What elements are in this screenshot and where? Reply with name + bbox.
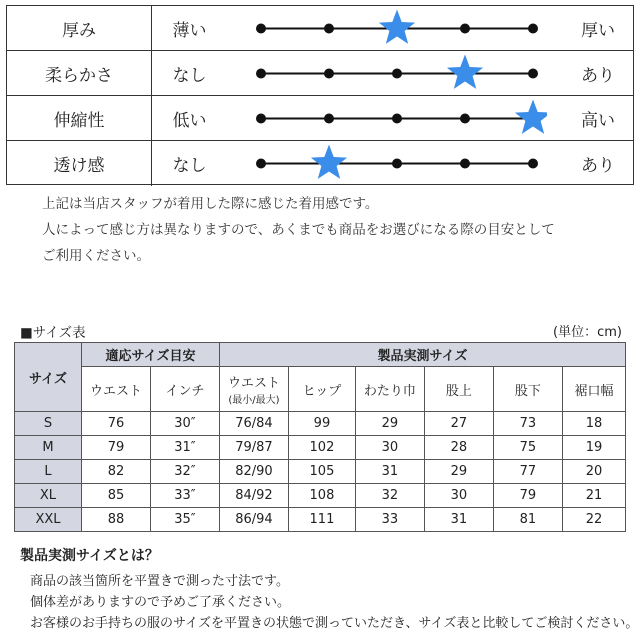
- scale-dot: [460, 159, 470, 169]
- feel-row-sheerness: [7, 141, 633, 186]
- feel-scale: [247, 96, 547, 140]
- scale-dot: [324, 69, 334, 79]
- col-header: ウエスト: [81, 367, 150, 412]
- cell: 79/87: [219, 436, 288, 460]
- measure-title: 製品実測サイズとは？: [20, 548, 159, 564]
- table-row: [15, 436, 626, 460]
- col-header: 股下: [493, 367, 562, 412]
- cell: 31″: [150, 436, 219, 460]
- col-header: 裾口幅: [562, 367, 625, 412]
- feel-right-label: あり: [581, 65, 615, 86]
- rating-star-icon: [515, 100, 547, 134]
- cell: 30″: [150, 412, 219, 436]
- size-label: XXL: [15, 508, 82, 532]
- feel-left-label: なし: [172, 65, 207, 86]
- cell: 27: [424, 412, 493, 436]
- table-row: [15, 460, 626, 484]
- col-header: ウエスト: [227, 376, 280, 391]
- cell: 22: [562, 508, 625, 532]
- header-group-measured: 製品実測サイズ: [219, 343, 625, 367]
- feel-left-label: なし: [172, 156, 207, 176]
- cell: 33: [355, 508, 424, 532]
- cell: 35″: [150, 508, 219, 532]
- cell: 30: [424, 484, 493, 508]
- table-row: [15, 484, 626, 508]
- unit-label: (単位：cm): [553, 325, 622, 340]
- cell: 29: [355, 412, 424, 436]
- cell: 99: [288, 412, 355, 436]
- size-table: [14, 342, 626, 532]
- feel-scale: [247, 51, 547, 95]
- scale-dot: [528, 69, 538, 79]
- cell: 102: [288, 436, 355, 460]
- cell: 33″: [150, 484, 219, 508]
- size-label: XL: [15, 484, 82, 508]
- cell: 77: [493, 460, 562, 484]
- scale-dot: [460, 24, 470, 34]
- note-line: 上記は当店スタッフが着用した際に感じた着用感です。: [42, 196, 379, 212]
- rating-star-icon: [379, 10, 415, 44]
- col-header: インチ: [150, 367, 219, 412]
- cell: 19: [562, 436, 625, 460]
- scale-dot: [528, 24, 538, 34]
- cell: 81: [493, 508, 562, 532]
- cell: 79: [81, 436, 150, 460]
- cell: 111: [288, 508, 355, 532]
- feel-row-softness: [7, 51, 633, 96]
- measure-line: 個体差がありますので予めご了承ください。: [30, 595, 291, 610]
- scale-dot: [324, 114, 334, 124]
- col-header: わたり巾: [355, 367, 424, 412]
- cell: 88: [81, 508, 150, 532]
- cell: 31: [355, 460, 424, 484]
- scale-dot: [392, 69, 402, 79]
- rating-star-icon: [447, 55, 483, 89]
- cell: 85: [81, 484, 150, 508]
- feel-right-label: 高い: [581, 110, 615, 131]
- note-line: 人によって感じ方は異なりますので、あくまでも商品をお選びになる際の目安として: [42, 222, 555, 238]
- feel-chart: [6, 5, 634, 185]
- cell: 82/90: [219, 460, 288, 484]
- scale-dot: [392, 114, 402, 124]
- size-label: M: [15, 436, 82, 460]
- size-label: S: [15, 412, 82, 436]
- table-row: [15, 412, 626, 436]
- measure-line: 商品の該当箇所を平置きで測った寸法です。: [30, 574, 289, 589]
- cell: 18: [562, 412, 625, 436]
- cell: 30: [355, 436, 424, 460]
- cell: 31: [424, 508, 493, 532]
- cell: 84/92: [219, 484, 288, 508]
- size-label: L: [15, 460, 82, 484]
- header-size: サイズ: [15, 343, 82, 412]
- cell: 76/84: [219, 412, 288, 436]
- cell: 75: [493, 436, 562, 460]
- feel-label: 柔らかさ: [7, 51, 152, 95]
- cell: 73: [493, 412, 562, 436]
- table-row: [15, 508, 626, 532]
- scale-dot: [256, 24, 266, 34]
- col-header: ヒップ: [288, 367, 355, 412]
- scale-dot: [392, 159, 402, 169]
- feel-row-stretch: [7, 96, 633, 141]
- cell: 28: [424, 436, 493, 460]
- col-header-sub: (最小/最大): [228, 395, 280, 406]
- cell: 32: [355, 484, 424, 508]
- col-header-waist-range: [219, 367, 288, 412]
- col-header: 股上: [424, 367, 493, 412]
- cell: 29: [424, 460, 493, 484]
- size-section-title: ■サイズ表: [20, 325, 86, 341]
- feel-scale: [247, 141, 547, 186]
- feel-label: 厚み: [7, 6, 152, 50]
- feel-label: 透け感: [7, 141, 152, 186]
- cell: 105: [288, 460, 355, 484]
- scale-dot: [256, 69, 266, 79]
- rating-star-icon: [311, 145, 347, 179]
- feel-left-label: 薄い: [172, 20, 207, 41]
- scale-dot: [256, 114, 266, 124]
- measure-line: お客様のお手持ちの服のサイズを平置きの状態で測っていただき、サイズ表と比較してご検討ください。: [30, 616, 639, 631]
- cell: 108: [288, 484, 355, 508]
- feel-label: 伸縮性: [7, 96, 152, 140]
- scale-dot: [324, 24, 334, 34]
- header-group-fit: 適応サイズ目安: [81, 343, 219, 367]
- cell: 20: [562, 460, 625, 484]
- feel-right-label: 厚い: [581, 20, 615, 41]
- scale-dot: [528, 159, 538, 169]
- feel-left-label: 低い: [172, 110, 207, 131]
- cell: 79: [493, 484, 562, 508]
- feel-row-thickness: [7, 6, 633, 51]
- feel-scale: [247, 6, 547, 50]
- cell: 76: [81, 412, 150, 436]
- cell: 21: [562, 484, 625, 508]
- cell: 86/94: [219, 508, 288, 532]
- feel-right-label: あり: [581, 156, 615, 176]
- cell: 82: [81, 460, 150, 484]
- scale-dot: [256, 159, 266, 169]
- cell: 32″: [150, 460, 219, 484]
- note-line: ご利用ください。: [42, 248, 150, 264]
- scale-dot: [460, 114, 470, 124]
